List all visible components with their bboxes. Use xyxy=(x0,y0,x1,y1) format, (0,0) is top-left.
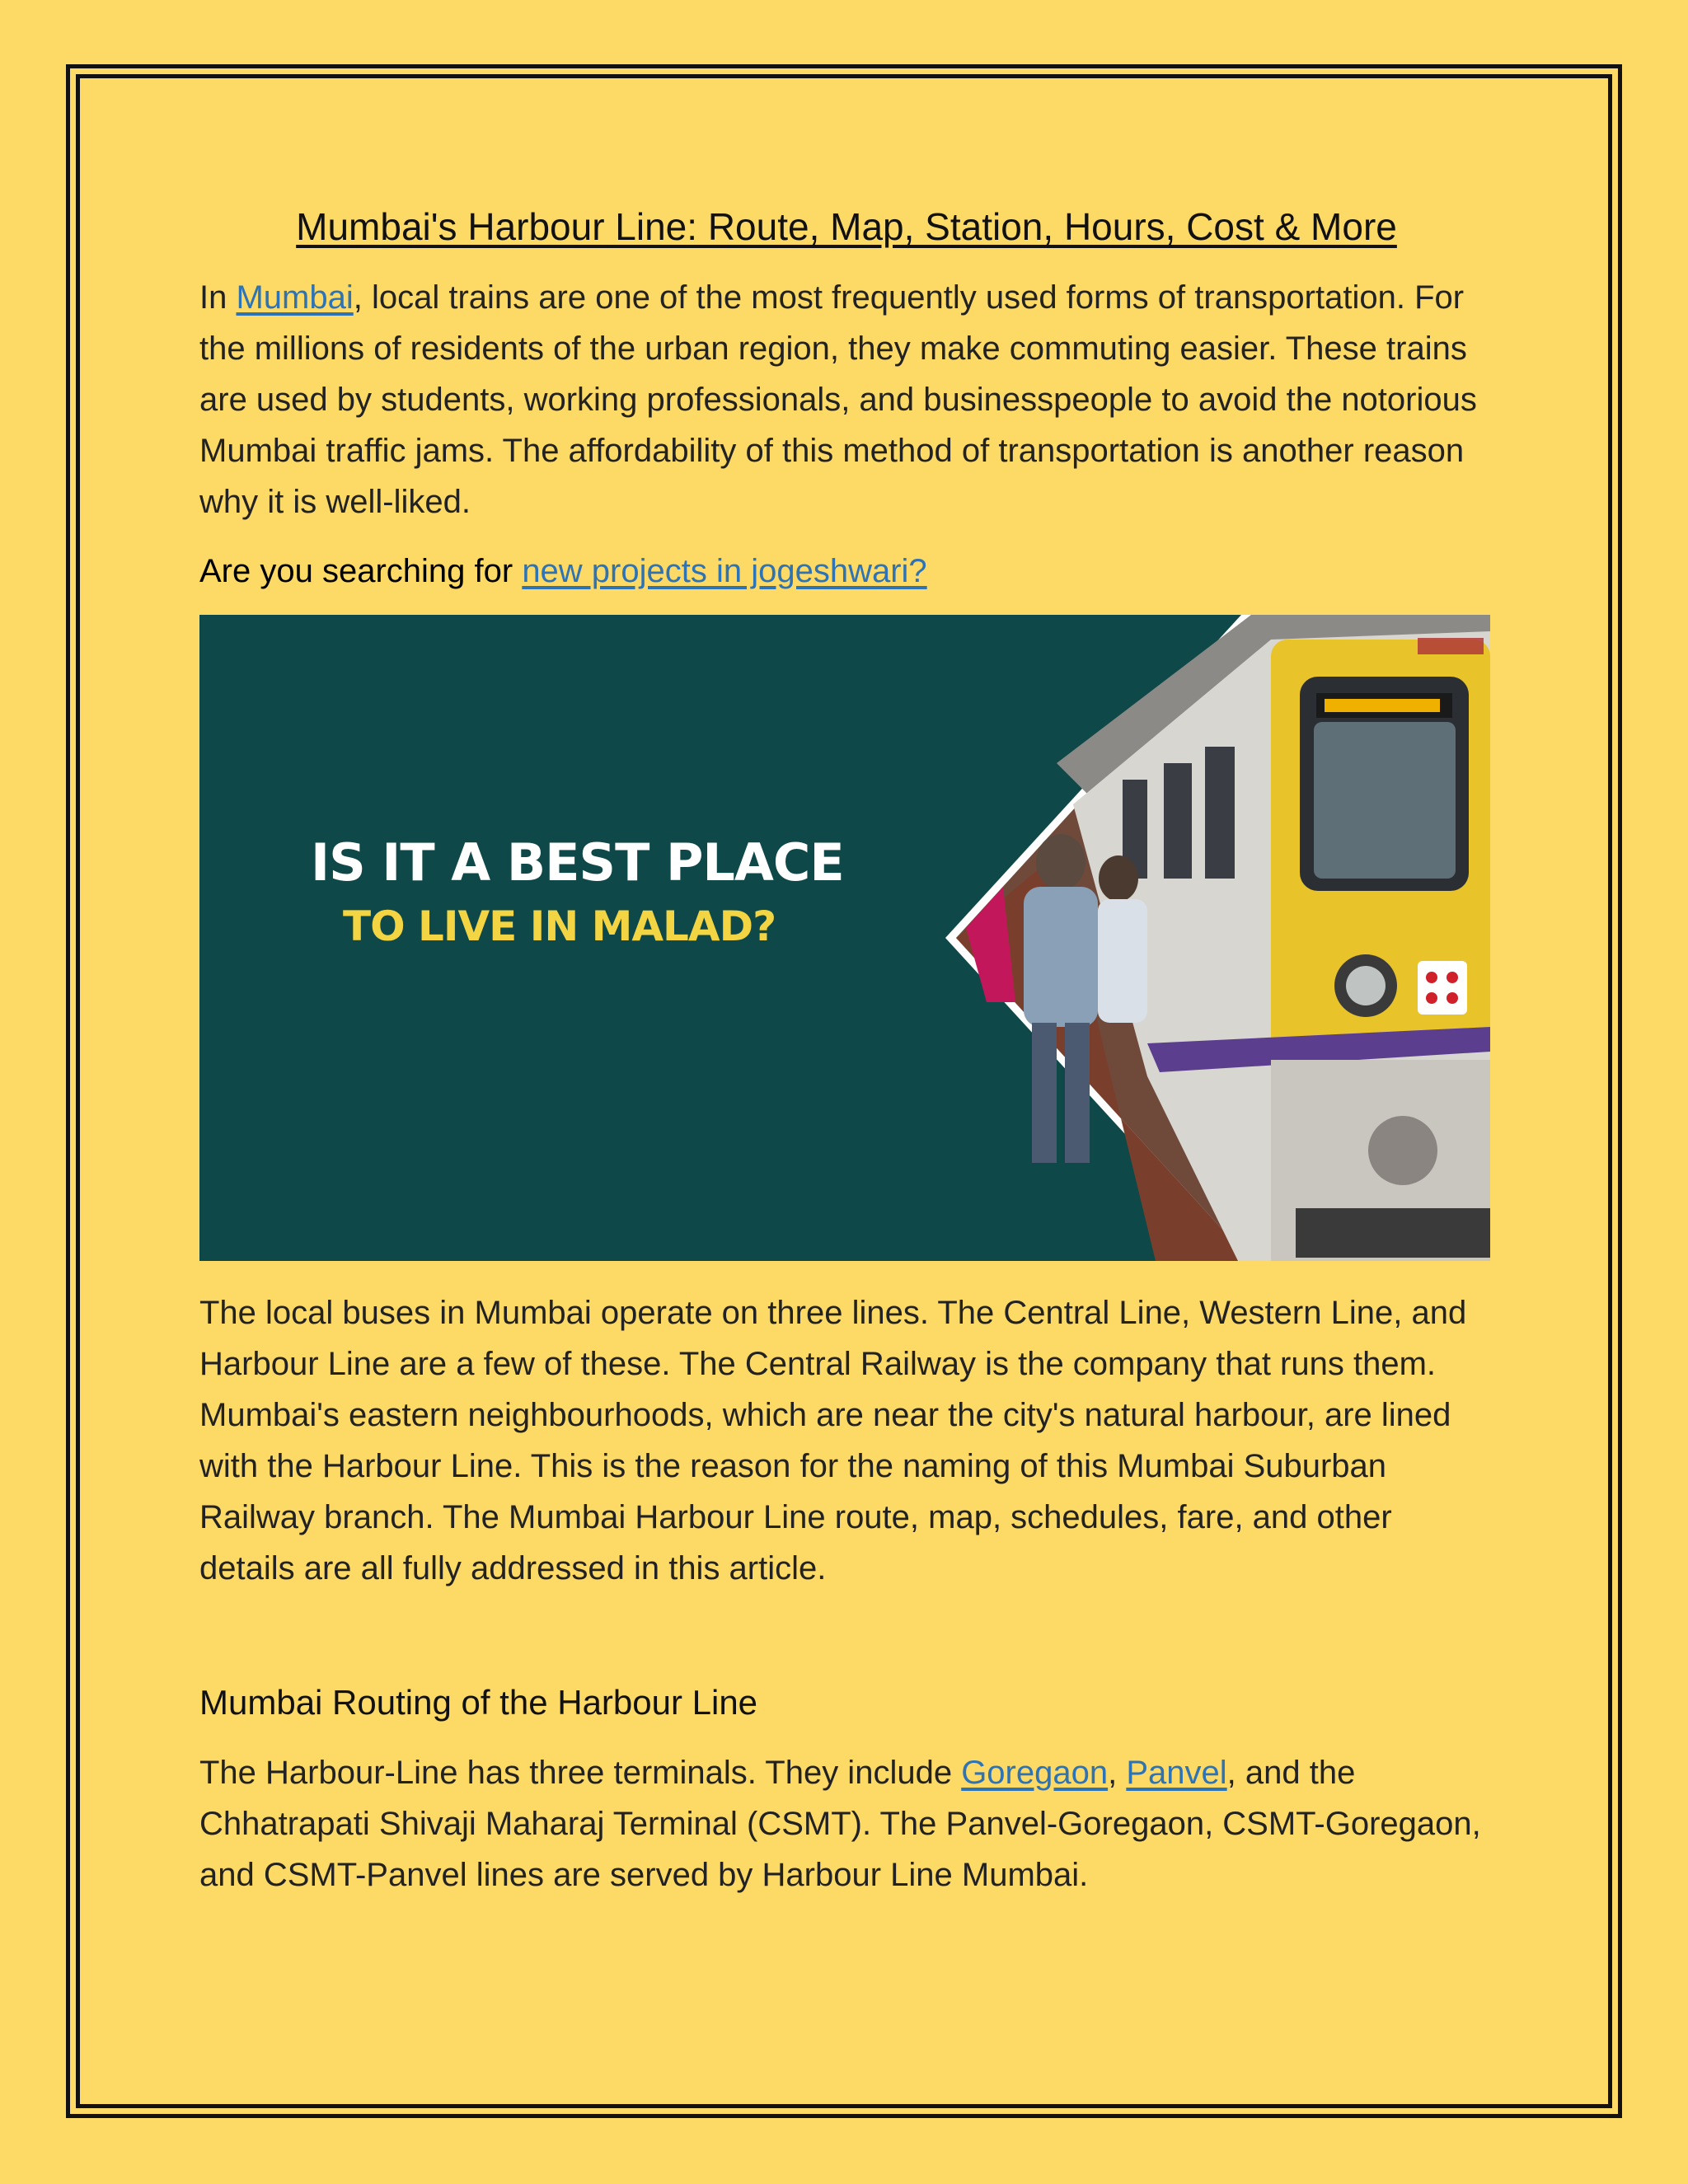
intro-prefix: In xyxy=(199,279,237,316)
goregaon-link[interactable]: Goregaon xyxy=(961,1755,1109,1791)
terminals-separator: , xyxy=(1108,1755,1127,1791)
section-heading: Mumbai Routing of the Harbour Line xyxy=(199,1683,758,1722)
lines-paragraph: The local buses in Mumbai operate on three lines. The Central Line, Western Line, and Harbour Line are a few of these. The Central Railway is the company that runs them. Mumbai's eastern neighbourhoods, which are near the city's natural harbour, are lined with the Harbour Line. This is the reason for the naming of this Mumbai Suburban Railway branch. The Mumbai Harbour Line route, map, schedules, fare, and other details are all fully addressed in this article. xyxy=(199,1295,1467,1586)
intro-rest: , local trains are one of the most frequently used forms of transportation. For the millions of residents of the urban region, they make commuting easier. These trains are used by students, working professionals, and businesspeople to avoid the notorious Mumbai traffic jams. The affordability of this method of transportation is another reason why it is well-liked. xyxy=(199,279,1477,520)
jogeshwari-projects-link[interactable]: new projects in jogeshwari? xyxy=(522,553,927,589)
mumbai-link[interactable]: Mumbai xyxy=(236,279,354,316)
article xyxy=(199,198,1493,1900)
intro-paragraph xyxy=(199,272,1493,527)
hero-subheading: TO LIVE IN MALAD? xyxy=(343,902,776,950)
terminals-paragraph xyxy=(199,1747,1493,1900)
terminals-text-1: The Harbour-Line has three terminals. They include xyxy=(199,1755,962,1791)
panvel-link[interactable]: Panvel xyxy=(1126,1755,1227,1791)
article-title: Mumbai's Harbour Line: Route, Map, Station, Hours, Cost & More xyxy=(296,205,1397,248)
search-prompt-text: Are you searching for xyxy=(199,553,523,589)
search-prompt xyxy=(199,546,1493,597)
hero-banner-image xyxy=(199,615,1490,1261)
terminals-text-2: , and the Chhatrapati Shivaji Maharaj Terminal (CSMT). The Panvel-Goregaon, CSMT-Goregaon, and CSMT-Panvel lines are served by Harbour Line Mumbai. xyxy=(199,1755,1481,1893)
hero-heading: IS IT A BEST PLACE xyxy=(311,832,844,893)
